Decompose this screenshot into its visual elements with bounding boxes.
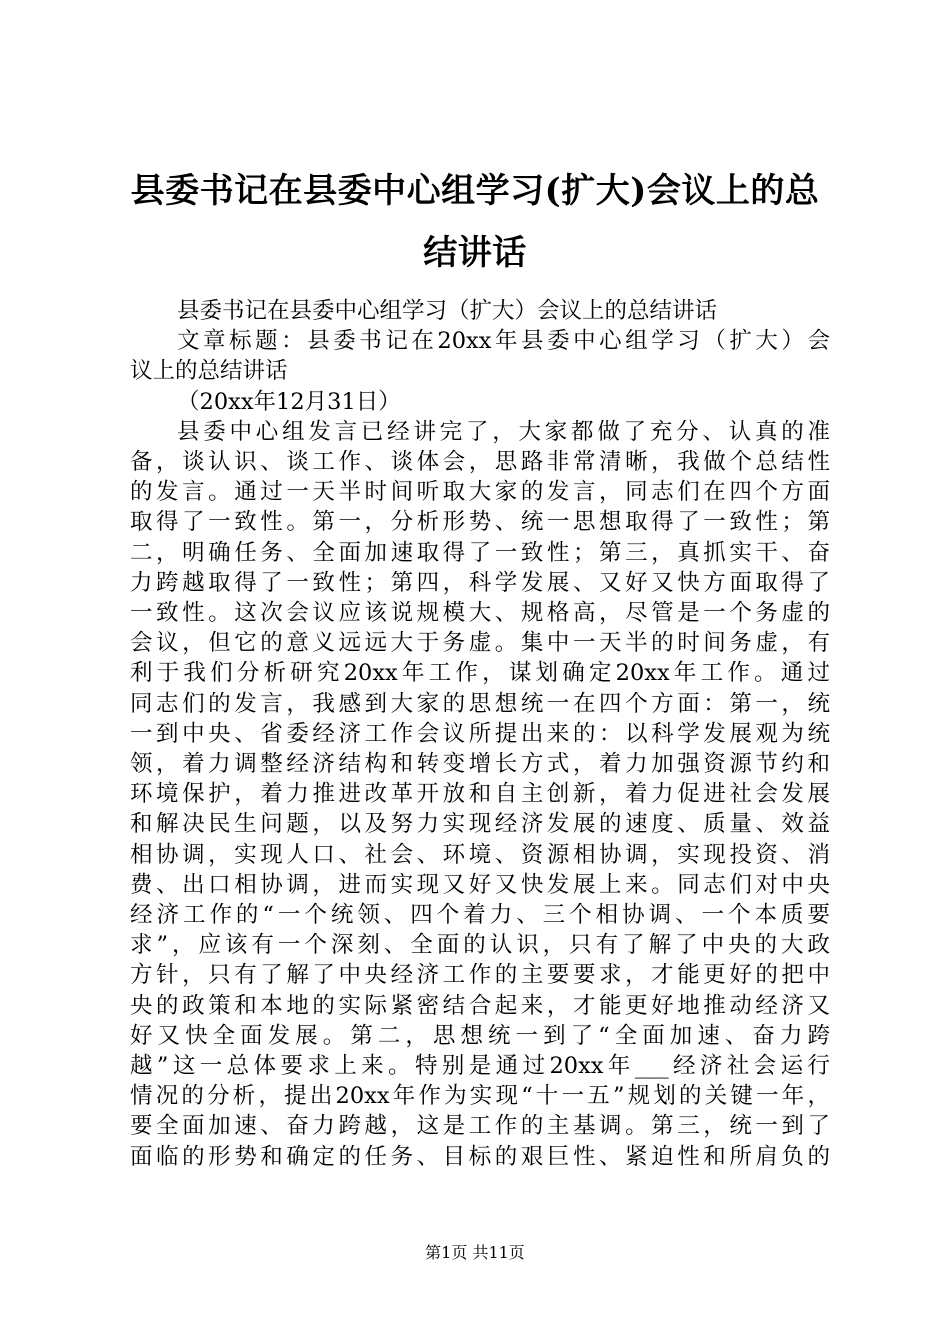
body-line: 利于我们分析研究20xx年工作，谋划确定20xx年工作。通过: [130, 660, 830, 687]
body-line: 议上的总结讲话: [130, 358, 288, 385]
body-line: 文章标题：县委书记在20xx年县委中心组学习（扩大）会: [177, 328, 830, 355]
body-line: 同志们的发言，我感到大家的思想统一在四个方面：第一，统: [130, 690, 830, 717]
body-line: 环境保护，着力推进改革开放和自主创新，着力促进社会发展: [130, 781, 830, 808]
title-line-1: 县委书记在县委中心组学习(扩大)会议上的总: [130, 171, 820, 211]
title-line-2: 结讲话: [423, 233, 527, 273]
body-line: 力跨越取得了一致性；第四，科学发展、又好又快方面取得了: [130, 569, 830, 596]
body-line: 领，着力调整经济结构和转变增长方式，着力加强资源节约和: [130, 751, 830, 778]
body-text: [130, 296, 830, 1172]
body-line: 县委书记在县委中心组学习（扩大）会议上的总结讲话: [177, 298, 718, 324]
body-line: 一致性。这次会议应该说规模大、规格高，尽管是一个务虚的: [130, 600, 830, 627]
body-line: 二，明确任务、全面加速取得了一致性；第三，真抓实干、奋: [130, 539, 830, 566]
body-line: 要全面加速、奋力跨越，这是工作的主基调。第三，统一到了: [130, 1113, 830, 1140]
body-line: 会议，但它的意义远远大于务虚。集中一天半的时间务虚，有: [130, 630, 830, 657]
body-line: 相协调，实现人口、社会、环境、资源相协调，实现投资、消: [130, 841, 830, 868]
body-line: 方针，只有了解了中央经济工作的主要要求，才能更好的把中: [130, 962, 830, 989]
body-line: 面临的形势和确定的任务、目标的艰巨性、紧迫性和所肩负的: [130, 1143, 830, 1170]
body-line: 一到中央、省委经济工作会议所提出来的：以科学发展观为统: [130, 720, 830, 747]
body-line: （20xx年12月31日）: [177, 388, 401, 415]
body-line: 和解决民生问题，以及努力实现经济发展的速度、质量、效益: [130, 811, 830, 838]
body-line: 的发言。通过一天半时间听取大家的发言，同志们在四个方面: [130, 479, 830, 506]
body-line: 求”，应该有一个深刻、全面的认识，只有了解了中央的大政: [130, 932, 830, 959]
body-line: 费、出口相协调，进而实现又好又快发展上来。同志们对中央: [130, 871, 830, 898]
body-line: 好又快全面发展。第二，思想统一到了“全面加速、奋力跨: [130, 1022, 830, 1049]
body-line: 备，谈认识、谈工作、谈体会，思路非常清晰，我做个总结性: [130, 449, 830, 476]
body-line: 越”这一总体要求上来。特别是通过20xx年___经济社会运行: [130, 1053, 830, 1080]
body-line: 经济工作的“一个统领、四个着力、三个相协调、一个本质要: [130, 902, 830, 929]
page-footer: 第1页 共11页: [425, 1243, 525, 1262]
body-line: 央的政策和本地的实际紧密结合起来，才能更好地推动经济又: [130, 992, 830, 1019]
body-line: 县委中心组发言已经讲完了，大家都做了充分、认真的准: [177, 418, 830, 445]
body-line: 取得了一致性。第一，分析形势、统一思想取得了一致性；第: [130, 509, 830, 536]
document-title: [110, 160, 840, 284]
body-line: 情况的分析，提出20xx年作为实现“十一五”规划的关键一年，: [130, 1083, 830, 1110]
